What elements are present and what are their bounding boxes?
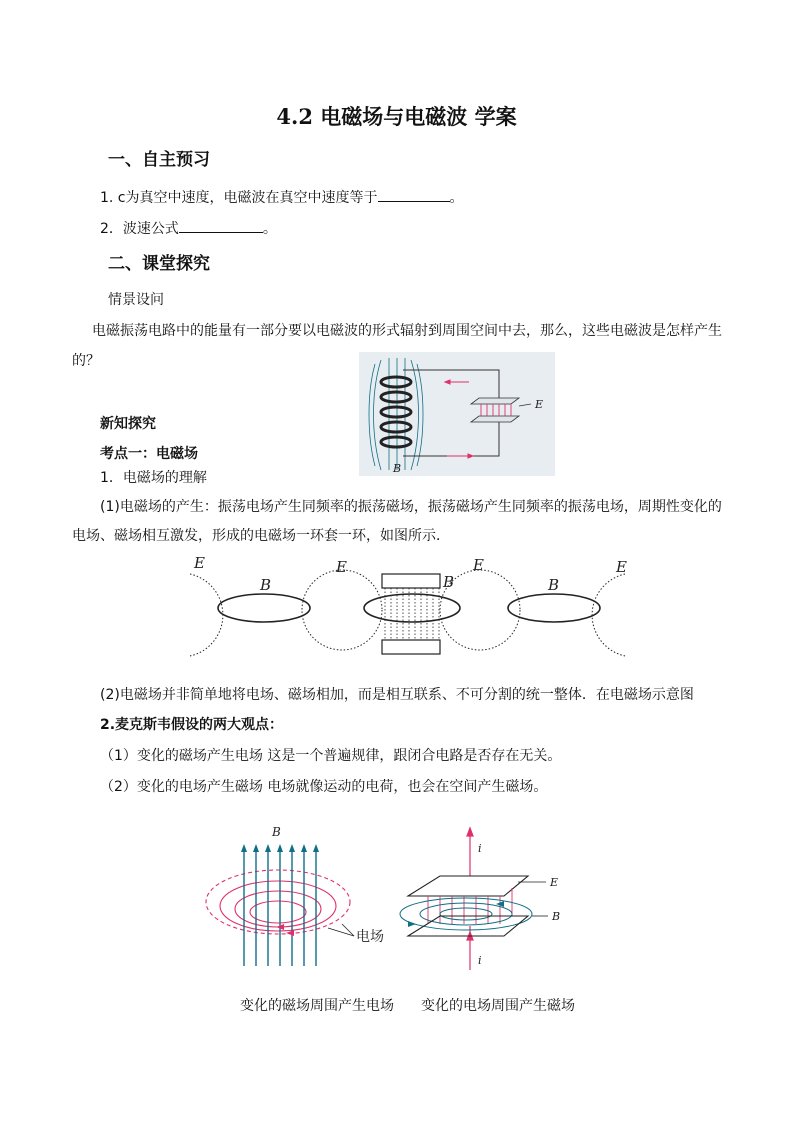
paragraph-1-line-2: 电场、磁场相互激发，形成的电磁场一环套一环，如图所示． bbox=[72, 528, 450, 544]
chain-label-2: B bbox=[260, 576, 272, 594]
lc-circuit-figure bbox=[359, 352, 555, 476]
section-heading-explore: 二、课堂探究 bbox=[108, 254, 210, 274]
scene-question-line-2: 的？ bbox=[72, 353, 100, 369]
right-label-i-bottom: i bbox=[478, 954, 482, 967]
question-1-end: 。 bbox=[449, 190, 464, 206]
answer-blank-2[interactable] bbox=[179, 218, 263, 233]
induced-magnetic-field-loops bbox=[400, 898, 532, 930]
chain-label-1: E bbox=[194, 554, 205, 572]
em-field-chain-figure bbox=[180, 552, 635, 662]
item-2-heading: 2.麦克斯韦假设的两大观点： bbox=[100, 717, 284, 733]
item-1-heading: 1．电磁场的理解 bbox=[100, 470, 207, 486]
chain-label-7: E bbox=[616, 558, 627, 576]
label-leaders bbox=[518, 882, 548, 916]
right-label-E: E bbox=[550, 876, 559, 889]
new-knowledge-heading: 新知探究 bbox=[100, 416, 156, 432]
caption-right: 变化的电场周围产生磁场 bbox=[421, 998, 575, 1014]
capacitor-plate-bottom bbox=[382, 640, 440, 654]
left-label-B: B bbox=[272, 825, 281, 839]
paragraph-1-line-1: (1)电磁场的产生：振荡电场产生同频率的振荡磁场，振荡磁场产生同频率的振荡电场，周期性变化的 bbox=[100, 499, 722, 515]
caption-left: 变化的磁场周围产生电场 bbox=[240, 998, 394, 1014]
right-label-i-top: i bbox=[478, 842, 482, 855]
chain-label-4: B bbox=[443, 573, 455, 591]
changing-magnetic-field-figure bbox=[198, 820, 398, 970]
question-2-end: 。 bbox=[262, 221, 277, 237]
current-lines bbox=[467, 828, 473, 970]
chain-label-6: B bbox=[548, 576, 560, 594]
capacitor-plate-top bbox=[408, 876, 528, 896]
right-label-B: B bbox=[552, 910, 561, 923]
maxwell-view-1: （1）变化的磁场产生电场 这是一个普遍规律，跟闭合电路是否存在无关。 bbox=[100, 748, 562, 764]
question-1-text: 1. c为真空中速度，电磁波在真空中速度等于 bbox=[100, 190, 378, 206]
answer-blank-1[interactable] bbox=[378, 187, 450, 202]
magnetic-field-arrowheads bbox=[241, 844, 319, 852]
magnetic-field-loops bbox=[218, 594, 600, 622]
capacitor-plate-top bbox=[382, 574, 440, 588]
section-heading-preview: 一、自主预习 bbox=[108, 150, 210, 170]
coil-label-E: E bbox=[535, 398, 544, 411]
coil-label-B: B bbox=[393, 462, 402, 475]
magnetic-field-lines bbox=[244, 850, 316, 966]
question-1 bbox=[100, 187, 464, 207]
figure-background bbox=[359, 352, 555, 476]
question-2-text: 2．波速公式 bbox=[100, 221, 179, 237]
field-label-leaders bbox=[328, 924, 354, 936]
page-title: 4.2 电磁场与电磁波 学案 bbox=[276, 104, 517, 129]
left-field-label: 电场 bbox=[356, 929, 384, 945]
point-1-heading: 考点一：电磁场 bbox=[100, 446, 198, 462]
scene-question-line-1: 电磁振荡电路中的能量有一部分要以电磁波的形式辐射到周围空间中去，那么，这些电磁波是怎样产生 bbox=[92, 323, 722, 339]
maxwell-view-2: （2）变化的电场产生磁场 电场就像运动的电荷，也会在空间产生磁场。 bbox=[100, 779, 548, 795]
question-2 bbox=[100, 218, 277, 238]
chain-label-3: E bbox=[336, 558, 347, 576]
chain-label-5: E bbox=[473, 556, 484, 574]
paragraph-2: (2)电磁场并非简单地将电场、磁场相加，而是相互联系、不可分割的统一整体．在电磁场示意图 bbox=[100, 687, 694, 703]
changing-electric-field-figure bbox=[398, 820, 598, 975]
induced-electric-field-loops bbox=[206, 870, 350, 934]
scene-label: 情景设问 bbox=[108, 292, 164, 308]
